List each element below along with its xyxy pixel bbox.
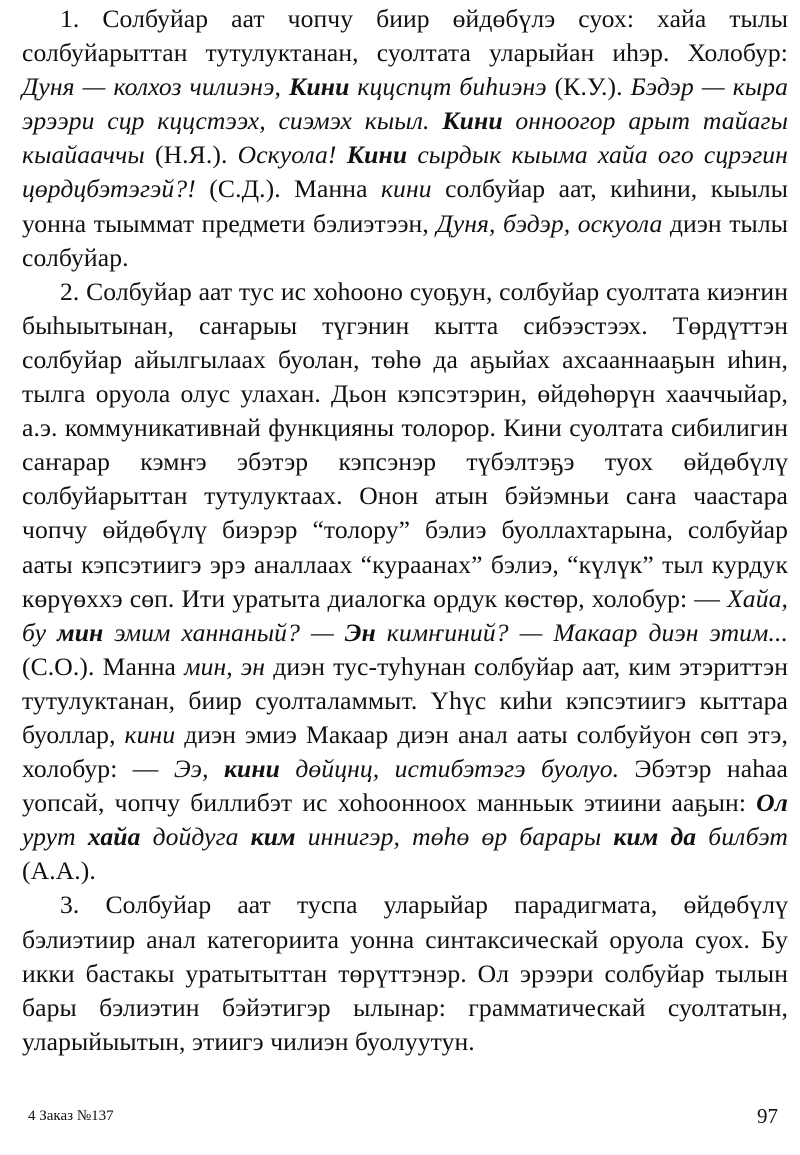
body-text: солбуйар аат, киһини, кыылы уонна тыыммат предмети бэлиэтээн,: [22, 174, 788, 238]
example-text: Ээ,: [173, 754, 224, 784]
example-text: иннигэр, төһө өр барары: [295, 822, 614, 852]
body-text: 3. Солбуйар аат туспа уларыйар парадигмата, өйдөбүлү бэлиэтиир анал категориита уонна синтаксическай оруола суох. Бу икки бастакы уратытыттан төрүттэнэр. Ол эрээри солбуйар тылын бары бэлиэтин бэйэтигэр ылынар: грамматическай суолтатын, уларыйыытын, этиигэ чилиэн буолуутун.: [22, 890, 788, 1056]
page-number: 97: [757, 1104, 778, 1128]
emphasized-pronoun: кини: [223, 754, 280, 784]
paragraph-2: [22, 275, 788, 889]
example-text: Дуня, бэдэр, оскуола: [436, 208, 663, 238]
example-text: кимҥиний? — Макаар диэн этим...: [375, 617, 788, 647]
body-text: диэн эмиэ Макаар диэн анал ааты солбуйуон сөп этэ, холобур: —: [22, 719, 788, 784]
example-text: билбэт: [696, 822, 788, 852]
emphasized-pronoun: Кини: [442, 106, 503, 136]
emphasized-pronoun: Ол: [756, 788, 788, 818]
example-text: кини: [124, 719, 176, 749]
emphasized-pronoun: хайа: [87, 822, 141, 852]
example-text: мин, эн: [184, 651, 266, 681]
emphasized-pronoun: Кини: [346, 140, 408, 170]
example-text: дойдуга: [140, 822, 251, 852]
example-text: Оскуола!: [237, 140, 347, 170]
body-text: (К.У.).: [546, 72, 631, 102]
emphasized-pronoun: Кини: [288, 72, 350, 102]
body-text: диэн тус-туһунан солбуйар аат, ким этэриттэн тутулуктанан, биир суолталаммыт. Үһүс киһи кэпсэтиигэ кыттара буоллар,: [22, 651, 788, 749]
example-text: кини: [380, 174, 432, 204]
body-text: диэн тылы солбуйар.: [22, 208, 789, 272]
printer-signature: 4 Заказ №137: [28, 1108, 114, 1124]
page-text: [22, 2, 788, 1059]
example-text: Хайа, бу: [22, 583, 788, 647]
emphasized-pronoun: мин: [57, 617, 104, 647]
paragraph-3: [22, 888, 788, 1058]
emphasized-pronoun: ким: [250, 822, 296, 852]
body-text: 2. Солбуйар аат тус ис хоһооно суоҕун, солбуйар суолтата киэҥин быһыытынан, саҥарыы түгэнин кытта сибээстээх. Төрдүттэн солбуйар айылгылаах буолан, төһө да аҕыйах ахсааннааҕын иһин, тылга оруола олус улахан. Дьон кэпсэтэрин, өйдөһөрүн хааччыйар, а.э. коммуникативнай функцияны толорор. Кини суолтата сибилигин саҥарар кэмҥэ эбэтэр кэпсэнэр түбэлтэҕэ туох өйдөбүлү солбуйарыттан тутулуктаах. Онон атын бэйэмньи саҥа чаастара чопчу өйдөбүлү биэрэр “толору” бэлиэ буоллахтарына, солбуйар ааты кэпсэтиигэ эрэ аналлаах “кураанах” бэлиэ, “күлүк” тыл курдук көрүөххэ сөп. Ити уратыта диалогка ордук көстөр, холобур: —: [22, 276, 788, 613]
body-text: (А.А.).: [22, 856, 96, 886]
body-text: (С.Д.). Манна: [195, 174, 381, 204]
example-text: кццспцт биһиэнэ: [349, 72, 547, 102]
example-text: урут: [22, 822, 88, 852]
example-text: эмим ханнаный? —: [103, 617, 345, 647]
emphasized-pronoun: Эн: [344, 617, 376, 647]
body-text: (С.О.). Манна: [22, 651, 185, 681]
example-text: Дуня — колхоз чилиэнэ,: [22, 72, 289, 102]
example-text: Бэдэр — кыра эрээри сцр кццстээх, сиэмэх кыыл.: [22, 72, 788, 136]
body-text: (Н.Я.).: [144, 140, 238, 170]
emphasized-pronoun: ким да: [613, 822, 697, 852]
example-text: онноогор арыт тайагы кыайааччы: [22, 106, 789, 170]
example-text: сырдык кыыма хайа ого сцрэгин цөрдцбэтэгэй?!: [22, 140, 788, 204]
body-text: Эбэтэр наһаа уопсай, чопчу биллибэт ис хоһоонноох манньык этиини ааҕын:: [22, 754, 789, 818]
paragraph-1: [22, 2, 788, 275]
body-text: 1. Солбуйар аат чопчу биир өйдөбүлэ суох: хайа тылы солбуйарыттан тутулуктанан, суолтата уларыйан иһэр. Холобур:: [22, 4, 788, 68]
page-footer: [28, 1104, 778, 1128]
example-text: дөйцнц, истибэтэгэ буолуо.: [280, 754, 620, 784]
